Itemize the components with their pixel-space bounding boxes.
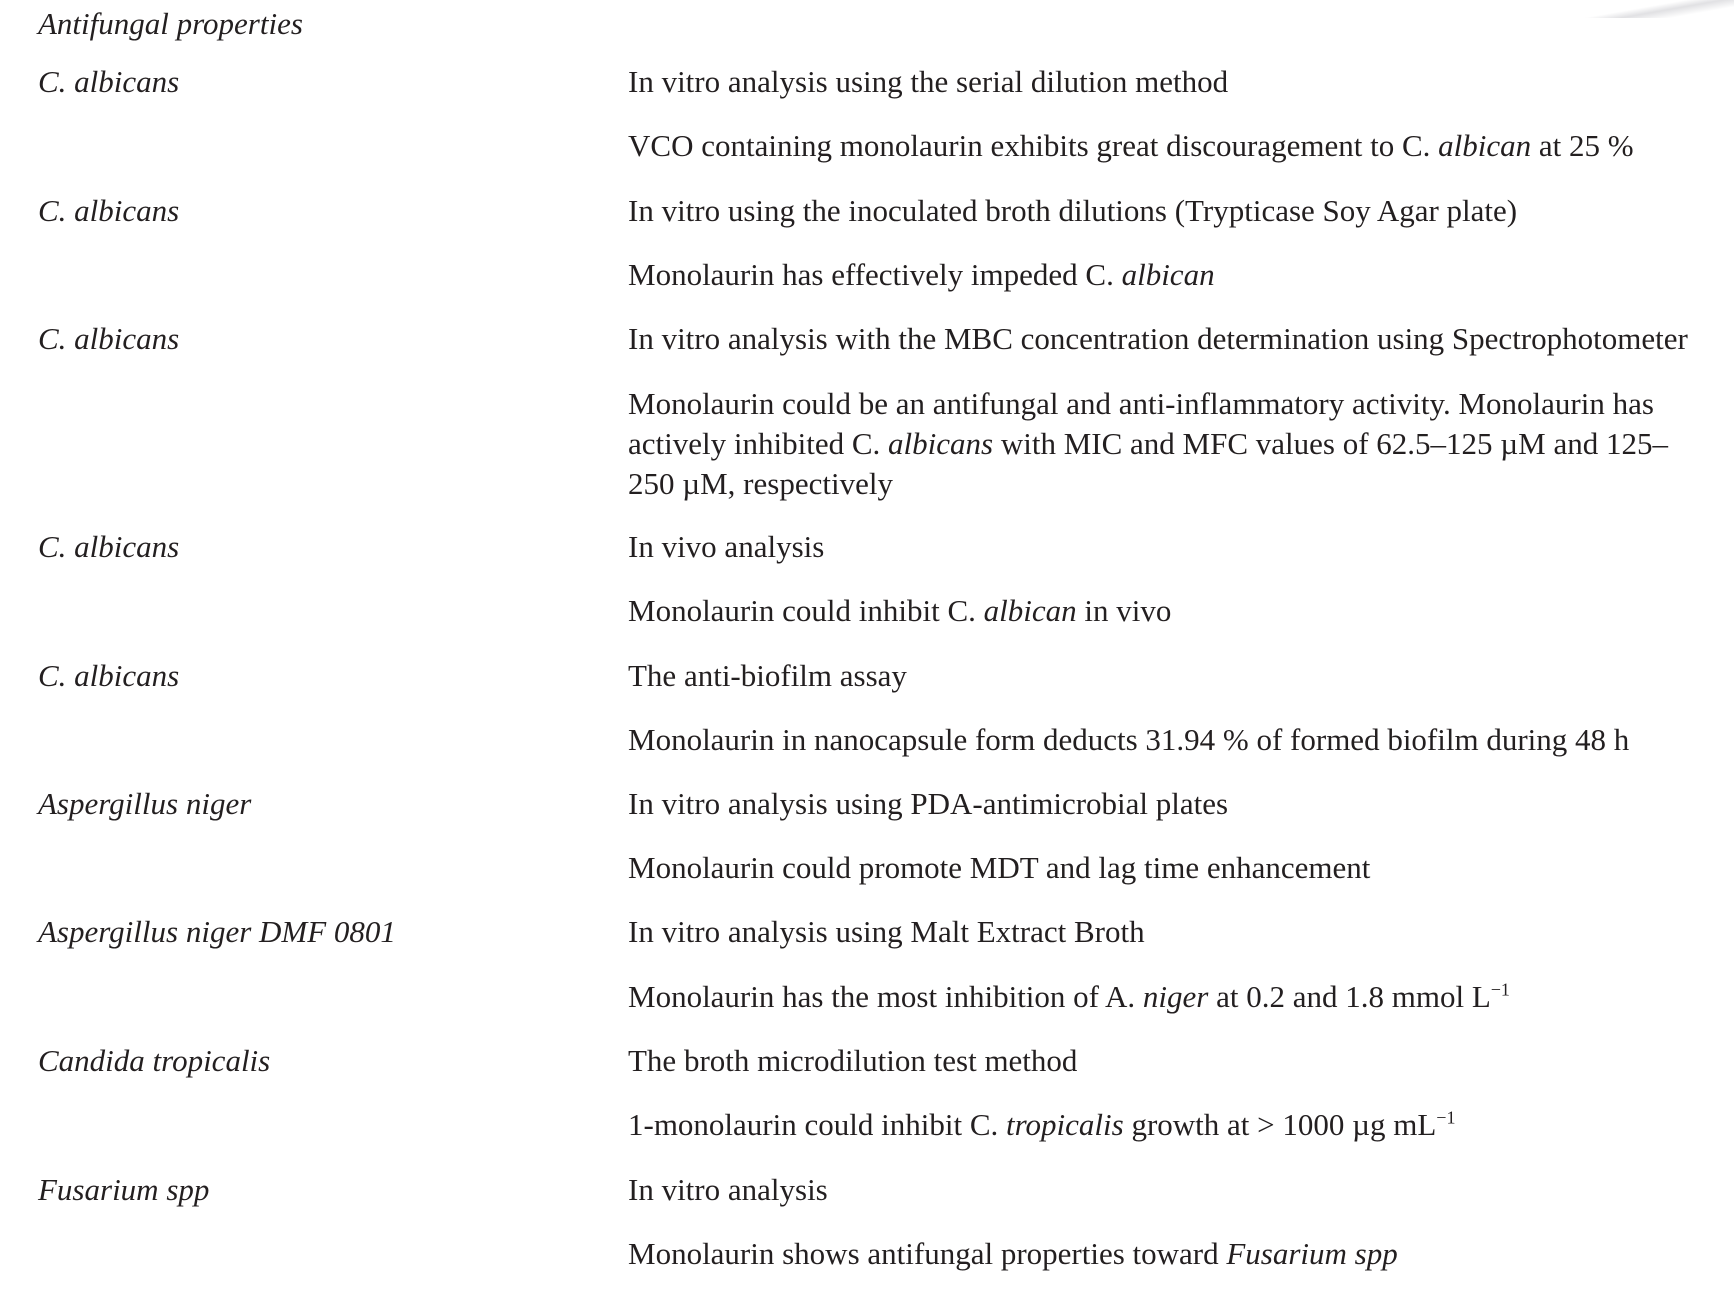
organism-name: Fusarium spp (38, 1172, 210, 1207)
finding-text: Monolaurin in nanocapsule form deducts 31.94 % of formed biofilm during 48 h (628, 722, 1630, 757)
organism-name: C. albicans (38, 529, 180, 564)
organism-name: Candida tropicalis (38, 1043, 271, 1078)
method-text: In vivo analysis (628, 529, 825, 564)
finding-text: Monolaurin could promote MDT and lag time enhancement (628, 850, 1371, 885)
method-text: In vitro analysis using PDA-antimicrobial plates (628, 786, 1229, 821)
finding-text: Monolaurin could inhibit C. albican in vivo (628, 593, 1172, 628)
finding-text: 1-monolaurin could inhibit C. tropicalis growth at > 1000 µg $mL^{-1}$ (628, 1107, 1456, 1142)
organism-name: Aspergillus niger (38, 786, 252, 821)
finding-text: VCO containing monolaurin exhibits great discouragement to C. albican at 25 % (628, 128, 1634, 163)
method-text: In vitro using the inoculated broth dilutions (Trypticase Soy Agar plate) (628, 193, 1518, 228)
organism-name: C. albicans (38, 193, 180, 228)
method-text: The anti-biofilm assay (628, 658, 907, 693)
organism-name: C. albicans (38, 658, 180, 693)
finding-text: Monolaurin has the most inhibition of A. niger at 0.2 and 1.8 mmol $L^{-1}$ (628, 979, 1510, 1014)
method-text: In vitro analysis using the serial dilution method (628, 64, 1229, 99)
finding-text: Monolaurin has effectively impeded C. albican (628, 257, 1215, 292)
page-corner-shadow (1584, 0, 1734, 18)
method-text: In vitro analysis using Malt Extract Broth (628, 914, 1145, 949)
method-text: In vitro analysis (628, 1172, 828, 1207)
organism-name: Aspergillus niger DMF 0801 (38, 914, 396, 949)
method-text: In vitro analysis with the MBC concentration determination using Spectrophotometer (628, 321, 1688, 356)
finding-text: Monolaurin shows antifungal properties toward Fusarium spp (628, 1236, 1398, 1271)
finding-text: Monolaurin could be an antifungal and anti-inflammatory activity. Monolaurin has actively inhibited C. albicans with MIC and MFC values of 62.5–125 µM and 125–250 µM, respectively (628, 386, 1668, 501)
organism-name: C. albicans (38, 321, 180, 356)
method-text: The broth microdilution test method (628, 1043, 1078, 1078)
organism-name: C. albicans (38, 64, 180, 99)
section-title: Antifungal properties (38, 6, 303, 41)
